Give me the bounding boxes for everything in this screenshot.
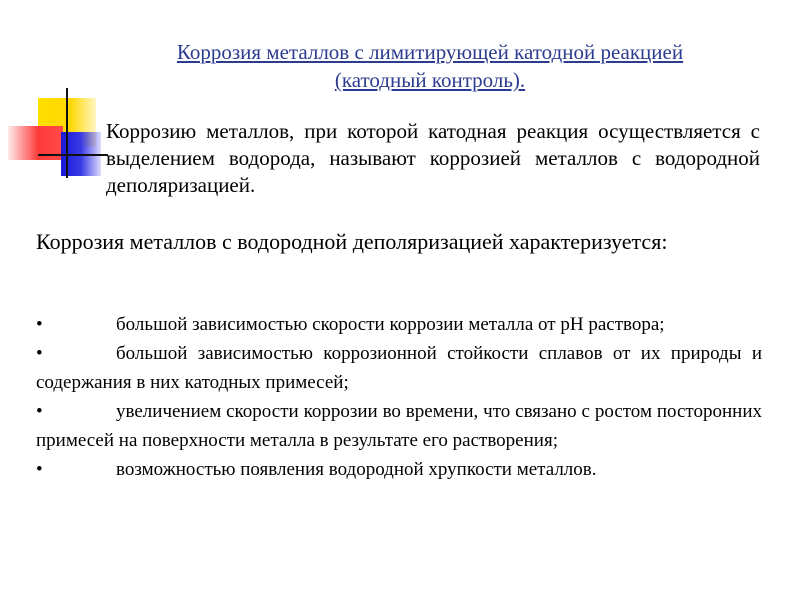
list-item	[36, 339, 762, 397]
bullet-icon: •	[36, 343, 43, 364]
horizontal-line-shape	[38, 154, 108, 156]
list-item-text: возможностью появления водородной хрупкости металлов.	[116, 459, 597, 480]
bullet-icon: •	[36, 459, 43, 480]
list-item-text: большой зависимостью коррозионной стойкости сплавов от их природы и содержания в них катодных примесей;	[36, 343, 762, 393]
list-item-text: увеличением скорости коррозии во времени, что связано с ростом посторонних примесей на поверхности металла в результате его растворения;	[36, 401, 762, 451]
slide-title-line-1: Коррозия металлов с лимитирующей катодной реакцией	[176, 40, 684, 64]
intro-paragraph: Коррозия металлов с водородной деполяризацией характеризуется:	[36, 229, 668, 254]
definition-paragraph: Коррозию металлов, при которой катодная реакция осуществляется с выделением водорода, называют коррозией металлов с водородной деполяризацией.	[106, 119, 760, 197]
list-item	[36, 310, 762, 339]
slide-title	[100, 38, 760, 94]
slide-title-line-2: (катодный контроль).	[334, 68, 526, 92]
characteristics-list	[36, 310, 762, 484]
decorative-logo	[8, 88, 108, 188]
bullet-icon: •	[36, 314, 43, 335]
bullet-icon: •	[36, 401, 43, 422]
list-item	[36, 455, 762, 484]
list-item-text: большой зависимостью скорости коррозии металла от pH раствора;	[116, 314, 665, 335]
vertical-line-shape	[66, 88, 68, 178]
list-item	[36, 397, 762, 455]
